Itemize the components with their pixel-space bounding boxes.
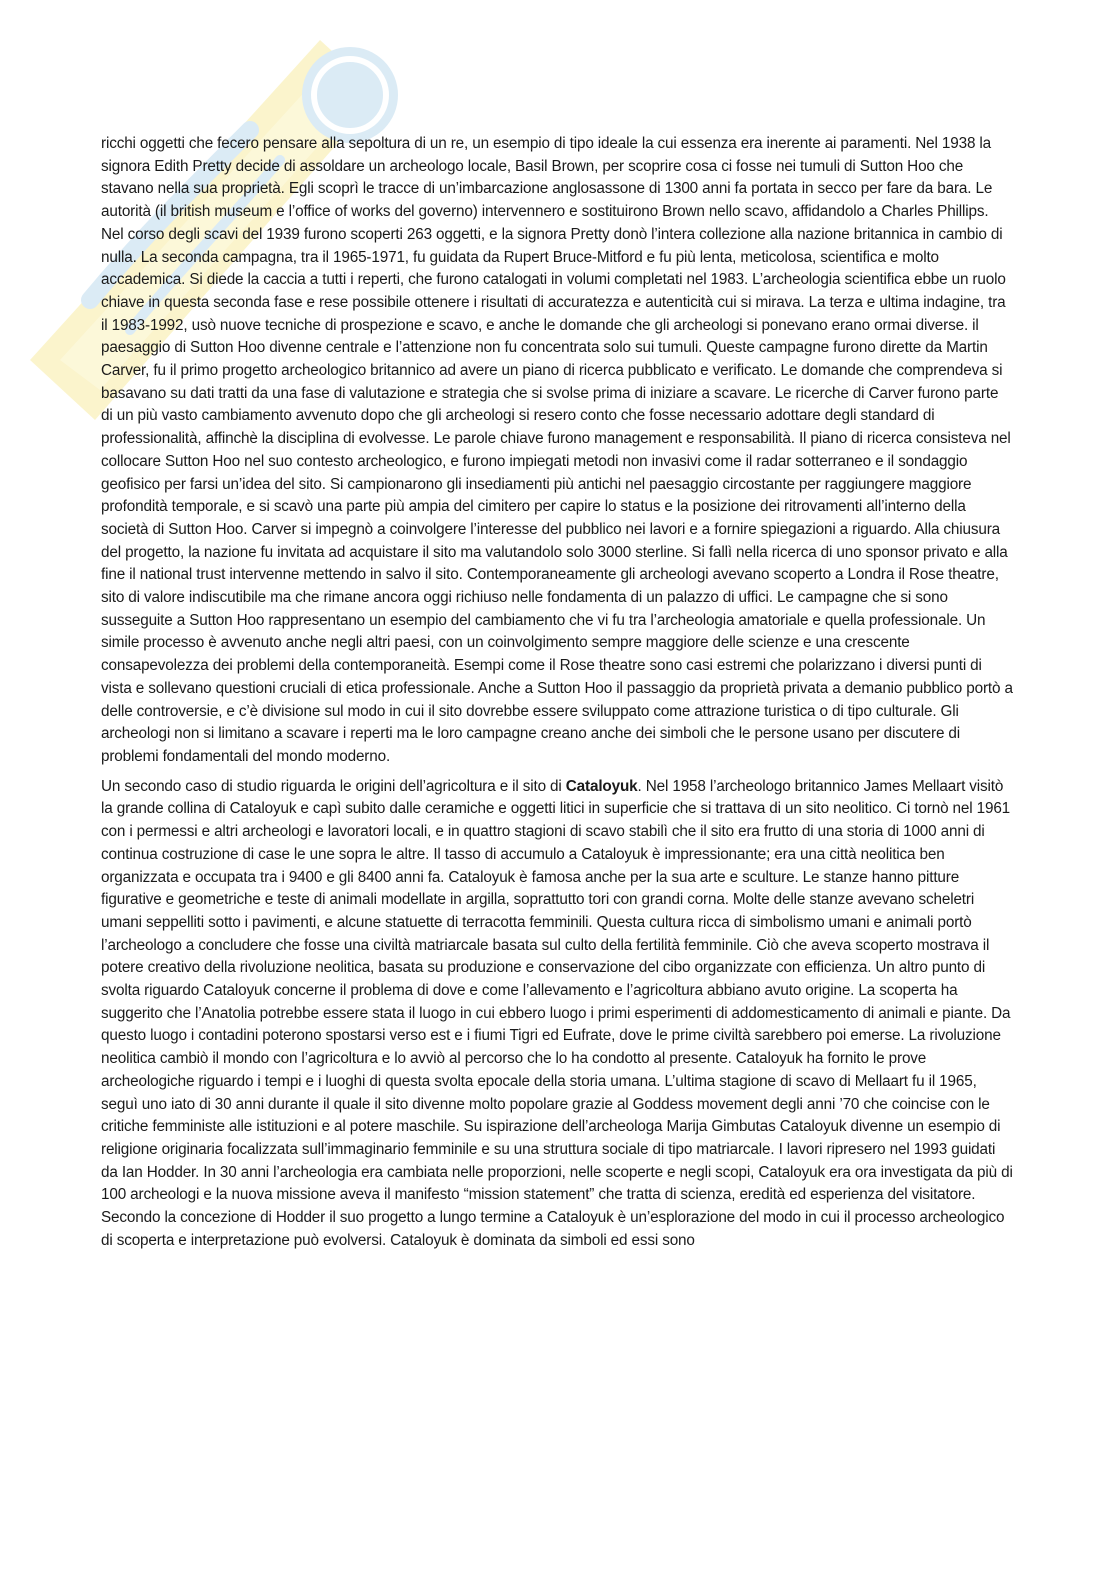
paragraph-cataloyuk-text: . Nel 1958 l’archeologo britannico James Mellaart visitò la grande collina di Cataloyuk e capì subito dalle ceramiche e oggetti litici in superficie che si trattava di un sito neolitico. Ci tornò nel 1961 con i permessi e altri archeologi e lavoratori locali, e in quattro stagioni di scavo stabilì che il sito era frutto di una storia di 1000 anni di continua costruzione di case le une sopra le altre. Il tasso di accumulo a Cataloyuk è impressionante; era una città neolitica ben organizzata e occupata tra i 9400 e gli 8400 anni fa. Cataloyuk è famosa anche per la sua arte e sculture. Le stanze hanno pitture figurative e geometriche e teste di animali modellate in argilla, soprattutto tori con grandi corna. Molte delle stanze avevano scheletri umani seppelliti sotto i pavimenti, e alcune statuette di terracotta femminili. Questa cultura ricca di simbolismo umani e animali portò l’archeologo a concludere che fosse una civiltà matriarcale basata sul culto della fertilità femminile. Ciò che aveva scoperto mostrava il potere creativo della rivoluzione neolitica, basata su produzione e conservazione del cibo organizzate con efficienza. Un altro punto di svolta riguardo Cataloyuk concerne il problema di dove e come l’allevamento e l’agricoltura abbiano avuto origine. La scoperta ha suggerito che l’Anatolia potrebbe essere stata il luogo in cui ebbero luogo i primi esperimenti di addomesticamento di animali e piante. Da questo luogo i contadini poterono spostarsi verso est e i fiumi Tigri ed Eufrate, dove le prime civiltà sarebbero poi emerse. La rivoluzione neolitica cambiò il mondo con l’agricoltura e lo avviò al percorso che lo ha condotto al presente. Cataloyuk ha fornito le prove archeologiche riguardo i tempi e i luoghi di questa svolta epocale della storia umana. L’ultima stagione di scavo di Mellaart fu il 1965, seguì uno iato di 30 anni durante il quale il sito divenne molto popolare grazie al Goddess movement degli anni ’70 che coincise con le critiche femministe alle istituzioni e al potere maschile. Su ispirazione dell’archeologa Marija Gimbutas Cataloyuk divenne un esempio di religione originaria focalizzata sull’immaginario femminile e su una struttura sociale di tipo matriarcale. I lavori ripresero nel 1993 guidati da Ian Hodder. In 30 anni l’archeologia era cambiata nelle proporzioni, nelle scoperte e negli scopi, Cataloyuk era ora investigata da più di 100 archeologi e la nuova missione aveva il manifesto “mission statement” che tratta di scienza, eredità ed esperienza del visitatore. Secondo la concezione di Hodder il suo progetto a lungo termine a Cataloyuk è un’esplorazione del modo in cui il processo archeologico di scoperta e interpretazione può evolversi. Cataloyuk è dominata da simboli ed essi sono	[101, 777, 1013, 1249]
watermark-badge-ring	[314, 59, 386, 131]
paragraph-cataloyuk	[101, 776, 1013, 1253]
watermark-badge	[302, 47, 398, 143]
paragraph-cataloyuk-bold-term: Cataloyuk	[565, 777, 638, 795]
paragraph-sutton-hoo	[101, 133, 1013, 769]
document-page	[101, 133, 1013, 1252]
paragraph-sutton-hoo-text: ricchi oggetti che fecero pensare alla sepoltura di un re, un esempio di tipo ideale la cui essenza era inerente ai paramenti. Nel 1938 la signora Edith Pretty decide di assoldare un archeologo locale, Basil Brown, per scoprire cosa ci fosse nei tumuli di Sutton Hoo che stavano nella sua proprietà. Egli scoprì le tracce di un’imbarcazione anglosassone di 1300 anni fa portata in secco per fare da bara. Le autorità (il british museum e l’office of works del governo) intervennero e sostituirono Brown nello scavo, affidandolo a Charles Phillips. Nel corso degli scavi del 1939 furono scoperti 263 oggetti, e la signora Pretty donò l’intera collezione alla nazione britannica in cambio di nulla. La seconda campagna, tra il 1965-1971, fu guidata da Rupert Bruce-Mitford e fu più lenta, meticolosa, scientifica e molto accademica. Si diede la caccia a tutti i reperti, che furono catalogati in volumi completati nel 1983. L’archeologia scientifica ebbe un ruolo chiave in questa seconda fase e rese possibile ottenere i risultati di accuratezza e autenticità cui si mirava. La terza e ultima indagine, tra il 1983-1992, usò nuove tecniche di prospezione e scavo, e anche le domande che gli archeologi si ponevano erano ormai diverse. il paesaggio di Sutton Hoo divenne centrale e l’attenzione non fu concentrata solo sui tumuli. Queste campagne furono dirette da Martin Carver, fu il primo progetto archeologico britannico ad avere un piano di ricerca pubblicato e verificato. Le domande che comprendeva si basavano su dati tratti da una fase di valutazione e strategia che si svolse prima di iniziare a scavare. Le ricerche di Carver furono parte di un più vasto cambiamento avvenuto dopo che gli archeologi si resero conto che fosse necessario adottare degli standard di professionalità, affinchè la disciplina di evolvesse. Le parole chiave furono management e responsabilità. Il piano di ricerca consisteva nel collocare Sutton Hoo nel suo contesto archeologico, e furono impiegati metodi non invasivi come il radar sotterraneo e il sondaggio geofisico per farsi un’idea del sito. Si campionarono gli insediamenti più antichi nel paesaggio circostante per raggiungere maggiore profondità temporale, e si scavò una parte più ampia del cimitero per capire lo status e la posizione dei ritrovamenti all’interno della società di Sutton Hoo. Carver si impegnò a coinvolgere l’interesse del pubblico nei lavori e a fornire spiegazioni a riguardo. Alla chiusura del progetto, la nazione fu invitata ad acquistare il sito ma valutandolo solo 3000 sterline. Si fallì nella ricerca di uno sponsor privato e alla fine il national trust intervenne mettendo in salvo il sito. Contemporaneamente gli archeologi avevano scoperto a Londra il Rose theatre, sito di valore indiscutibile ma che rimane ancora oggi richiuso nelle fondamenta di un palazzo di uffici. Le campagne che si sono susseguite a Sutton Hoo rappresentano un esempio del cambiamento che vi fu tra l’archeologia amatoriale e quella professionale. Un simile processo è avvenuto anche negli altri paesi, con un coinvolgimento sempre maggiore delle scienze e una crescente consapevolezza dei problemi della contemporaneità. Esempi come il Rose theatre sono casi estremi che polarizzano i diversi punti di vista e sollevano questioni cruciali di etica professionale. Anche a Sutton Hoo il passaggio da proprietà privata a demanio pubblico portò a delle controversie, e c’è divisione sul modo in cui il sito dovrebbe essere sviluppato come attrazione turistica o di tipo culturale. Gli archeologi non si limitano a scavare i reperti ma le loro campagne creano anche dei simboli che le persone usano per discutere di problemi fondamentali del mondo moderno.	[101, 135, 1013, 765]
paragraph-cataloyuk-lead: Un secondo caso di studio riguarda le origini dell’agricoltura e il sito di	[101, 777, 566, 795]
